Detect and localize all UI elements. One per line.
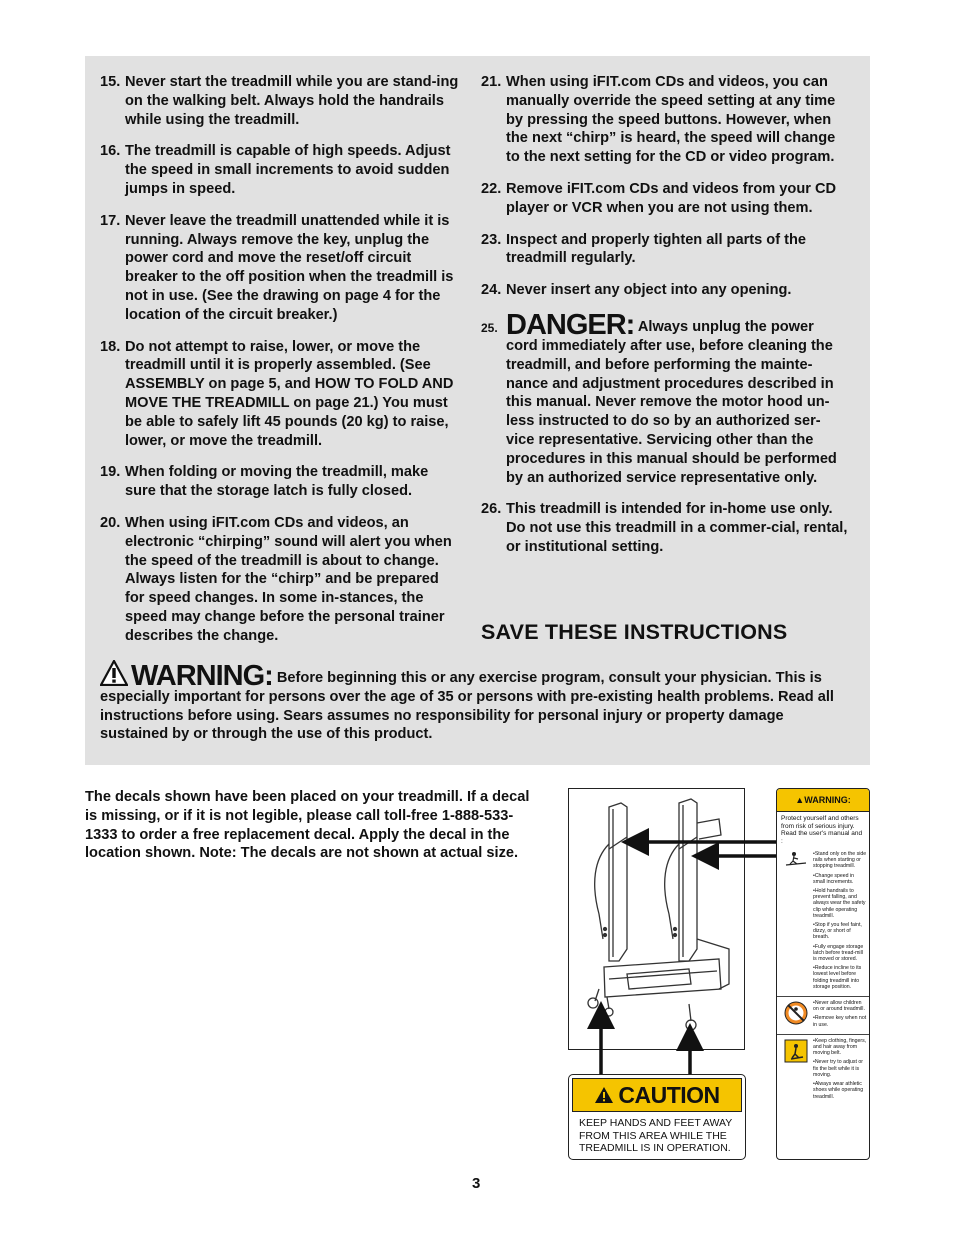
item-number: 20. <box>100 514 121 531</box>
item-number: 24. <box>481 282 502 299</box>
caution-text: KEEP HANDS AND FEET AWAY FROM THIS AREA WHILE THE TREADMILL IS IN OPERATION. <box>579 1117 733 1154</box>
decal-bullet: •Stop if you feel faint, dizzy, or short of breath. <box>813 922 862 941</box>
decal-bullet: •Stand only on the side rails when starting or stopping treadmill. <box>813 851 867 870</box>
decal-bullet: •Hold handrails to prevent falling, and always wear the safety clip while operating treadmill. <box>813 888 866 919</box>
decal-bullet: •Never allow children on or around treadmill. <box>813 1000 865 1013</box>
warning-decal-title: WARNING: <box>804 795 851 805</box>
decal-bullet: •Fully engage storage latch before tread-mill is moved or stored. <box>813 943 864 963</box>
item-text: When using iFIT.com CDs and videos, an electronic “chirping” sound will alert you when the speed of the treadmill is about to change. Always listen for the “chirp” and be prepared for speed changes. In some in-stances, the speed may change before the personal trainer describes the change. <box>125 514 452 644</box>
danger-heading: DANGER: <box>506 308 635 341</box>
item-text: Never leave the treadmill unattended while it is running. Always remove the key, unplug the power cord and move the reset/off circuit breaker to the off position when the treadmill is not in use. (See the drawing on page 4 for the location of the circuit breaker.) <box>125 212 454 323</box>
decal-bullet: •Keep clothing, fingers, and hair away from moving belt. <box>813 1037 867 1057</box>
item-number: 19. <box>100 464 121 481</box>
item-number: 25. <box>481 320 498 335</box>
item-number: 16. <box>100 143 121 160</box>
item-text: Never start the treadmill while you are stand-ing on the walking belt. Always hold the handrails while using the treadmill. <box>125 74 459 128</box>
decal-note: The decals shown have been placed on your treadmill. If a decal is missing, or if it is not legible, please call toll-free 1-888-533-1333 to order a free replacement decal. Apply the decal in the location shown. Note: The decals are not shown at actual size. <box>85 789 530 862</box>
decal-bullet: •Change speed in small increments. <box>813 872 855 885</box>
item-number: 21. <box>481 74 502 90</box>
item-number: 23. <box>481 231 502 248</box>
item-text: Inspect and properly tighten all parts of the treadmill regularly. <box>506 231 807 267</box>
item-number: 26. <box>481 501 502 518</box>
item-number: 22. <box>481 180 502 197</box>
warning-text: Before beginning this or any exercise program, consult your physician. This is especially important for persons over the age of 35 or persons with pre-existing health problems. Read all instructions before using. Sears assumes no responsibility for personal injury or property damage sustained by or through the use of this product. <box>100 670 834 743</box>
item-text: When using iFIT.com CDs and videos, you can manually override the speed setting at any time by pressing the speed buttons. However, when the next “chirp” is heard, the speed will change to the next setting for the CD or video program. <box>506 74 836 166</box>
item-text: The treadmill is capable of high speeds. Adjust the speed in small increments to avoid sudden jumps in speed. <box>125 143 451 197</box>
item-number: 15. <box>100 74 121 90</box>
decal-bullet: •Always wear athletic shoes while operating treadmill. <box>813 1081 864 1100</box>
save-instructions-heading: SAVE THESE INSTRUCTIONS <box>481 620 788 644</box>
item-text: This treadmill is intended for in-home use only. Do not use this treadmill in a commer-cial, rental, or institutional setting. <box>506 501 848 555</box>
decal-bullet: •Reduce incline to its lowest level before folding treadmill into storage position. <box>813 965 862 990</box>
warning-decal-intro: Protect yourself and others from risk of serious injury. Read the user's manual and : <box>781 815 863 845</box>
item-text: Remove iFIT.com CDs and videos from your CD player or VCR when you are not using them. <box>506 180 837 216</box>
item-number: 18. <box>100 338 121 355</box>
decal-bullet: •Never try to adjust or fix the belt while it is moving. <box>813 1059 863 1078</box>
caution-title: CAUTION <box>618 1081 720 1108</box>
warning-small-icon: ▲ <box>795 795 805 805</box>
warning-heading: WARNING: <box>131 660 273 692</box>
item-text: Do not attempt to raise, lower, or move the treadmill until it is properly assembled. (See ASSEMBLY on page 5, and HOW TO FOLD AND MOVE THE TREADMILL on page 21.) You must be able to safely lift 45 pounds (20 kg) to raise, lower, or move the treadmill. <box>125 338 454 449</box>
page-number: 3 <box>472 1175 481 1192</box>
item-number: 17. <box>100 212 121 229</box>
danger-text: Always unplug the power cord immediately after use, before cleaning the treadmill, and before performing the mainte-nance and adjustment procedures described in this manual. Never remove the motor hood un-less instructed to do so by an authorized ser-vice representative. Servicing other than the procedures in this manual should be performed by an authorized service representative only. <box>506 318 837 486</box>
decal-bullet: •Remove key when not in use. <box>813 1015 867 1028</box>
item-text: Never insert any object into any opening. <box>506 282 792 299</box>
item-text: When folding or moving the treadmill, make sure that the storage latch is fully closed. <box>125 464 429 500</box>
